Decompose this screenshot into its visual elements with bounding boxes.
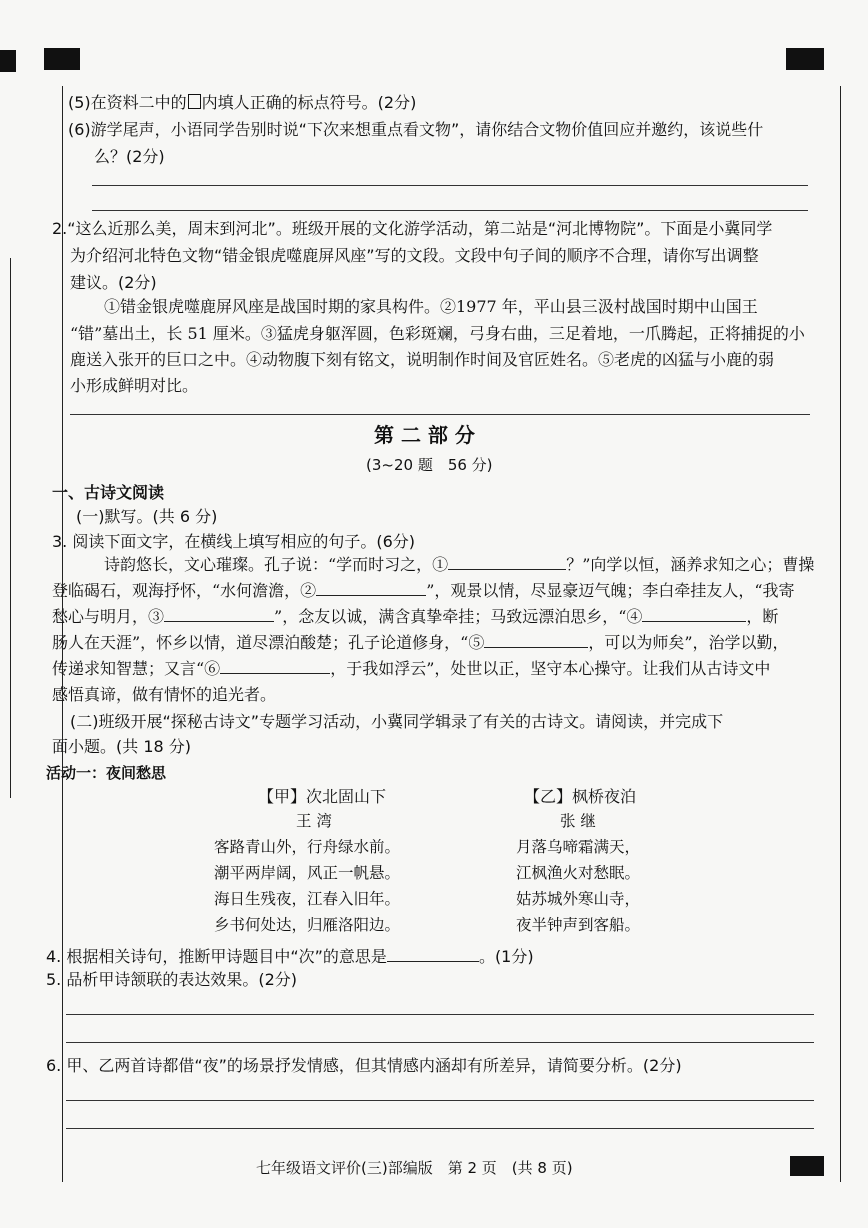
q3-line1 <box>104 550 814 579</box>
q2-line1: 2.“这么近那么美，周末到河北”。班级开展的文化游学活动，第二站是“河北博物院”。下面是小冀同学 <box>52 219 773 238</box>
q2-passage-1: ①错金银虎噬鹿屏风座是战国时期的家具构件。②1977 年，平山县三汲村战国时期中山国王 <box>104 297 758 316</box>
q3-line4 <box>52 628 789 657</box>
q1-item6-line2: 么？(2分) <box>94 147 165 166</box>
sub2-line1: (二)班级开展“探秘古诗文”专题学习活动，小冀同学辑录了有关的古诗文。请阅读，并完成下 <box>70 712 724 731</box>
q3-line2 <box>52 576 795 605</box>
q3-line1-text: 诗韵悠长，文心璀璨。孔子说：“学而时习之，① <box>104 555 449 574</box>
q1-item6-line1: (6)游学尾声，小语同学告别时说“下次来想重点看文物”，请你结合文物价值回应并邀约，该说些什 <box>68 120 764 139</box>
activity1-heading: 活动一：夜间愁思 <box>46 764 167 782</box>
q3-stem: 3. 阅读下面文字，在横线上填写相应的句子。(6分) <box>52 532 416 551</box>
q3-line3-end: ，断 <box>746 607 779 626</box>
registration-mark-top-left <box>0 50 16 72</box>
q3-line2-after: ”，观景以情，尽显豪迈气魄；李白牵挂友人，“我寄 <box>426 581 795 600</box>
q3-blank-6[interactable] <box>220 655 330 674</box>
q4 <box>46 943 534 968</box>
q1-item5 <box>68 92 416 114</box>
poem-yi-author: 张 继 <box>560 812 596 830</box>
poem-yi <box>516 786 716 938</box>
q3-blank-5[interactable] <box>484 629 588 648</box>
registration-mark-bottom-right <box>790 1156 824 1176</box>
frame-right-line <box>840 86 841 1182</box>
part2-title: 第 二 部 分 <box>374 423 475 447</box>
q3-blank-2[interactable] <box>316 577 426 596</box>
q1-item5-text: (5)在资料二中的 <box>68 93 187 112</box>
q3-line3 <box>52 602 778 631</box>
poem-jia-line-1: 客路青山外，行舟绿水前。 <box>214 838 401 856</box>
answer-line-q5a[interactable] <box>66 1014 814 1015</box>
answer-line-q1-6b[interactable] <box>92 210 808 211</box>
answer-line-q5b[interactable] <box>66 1042 814 1043</box>
q4-after: 。(1分) <box>478 947 534 966</box>
q3-line5-after: ，于我如浮云”，处世以正，坚守本心操守。让我们从古诗文中 <box>330 659 771 678</box>
q4-text: 4. 根据相关诗句，推断甲诗题目中“次”的意思是 <box>46 947 387 966</box>
q3-line3-after: ”，念友以诚，满含真挚牵挂；马致远漂泊思乡，“④ <box>274 607 643 626</box>
q2-passage-2: “错”墓出土，长 51 厘米。③猛虎身躯浑圆，色彩斑斓，弓身右曲，三足着地，一爪腾起，正将捕捉的小 <box>70 324 805 343</box>
registration-mark-top-right <box>786 48 824 70</box>
poem-yi-line-1: 月落乌啼霜满天， <box>516 838 641 856</box>
section1-sub1: (一)默写。(共 6 分) <box>76 507 218 526</box>
section1-heading: 一、古诗文阅读 <box>52 483 165 502</box>
answer-line-q6b[interactable] <box>66 1128 814 1129</box>
page-footer: 七年级语文评价(三)部编版 第 2 页 (共 8 页) <box>256 1159 573 1177</box>
poem-jia-line-4: 乡书何处达，归雁洛阳边。 <box>214 916 401 934</box>
sub2-line2: 面小题。(共 18 分) <box>52 737 192 756</box>
answer-line-q2[interactable] <box>70 414 810 415</box>
q3-line4-text: 肠人在天涯”，怀乡以情，道尽漂泊酸楚；孔子论道修身，“⑤ <box>52 633 485 652</box>
poem-jia-line-2: 潮平两岸阔，风正一帆悬。 <box>214 864 401 882</box>
poem-jia <box>214 786 414 938</box>
q2-line2: 为介绍河北特色文物“错金银虎噬鹿屏风座”写的文段。文段中句子间的顺序不合理，请你写出调整 <box>70 246 759 265</box>
poem-yi-title: 【乙】枫桥夜泊 <box>524 787 637 806</box>
q6: 6. 甲、乙两首诗都借“夜”的场景抒发情感，但其情感内涵却有所差异，请简要分析。(2分) <box>46 1056 682 1075</box>
poem-yi-line-2: 江枫渔火对愁眠。 <box>516 864 641 882</box>
poem-yi-line-4: 夜半钟声到客船。 <box>516 916 641 934</box>
margin-binding-line <box>10 258 11 798</box>
q3-line5 <box>52 654 770 683</box>
q3-line3-text: 愁心与明月，③ <box>52 607 165 626</box>
registration-mark-top-left-2 <box>44 48 80 70</box>
q3-line6: 感悟真谛，做有情怀的追光者。 <box>52 685 277 704</box>
poem-yi-line-3: 姑苏城外寒山寺， <box>516 890 641 908</box>
q3-line4-after: ，可以为师矣”，治学以勤， <box>588 633 789 652</box>
q3-blank-3[interactable] <box>164 603 274 622</box>
blank-box-icon <box>188 94 201 109</box>
part2-subtitle: (3~20 题 56 分) <box>366 456 493 474</box>
q3-blank-1[interactable] <box>448 551 566 570</box>
answer-line-q6a[interactable] <box>66 1100 814 1101</box>
q3-line2-text: 登临碣石，观海抒怀，“水何澹澹，② <box>52 581 317 600</box>
q4-blank[interactable] <box>387 943 479 962</box>
q1-item5-after: 内填人正确的标点符号。(2分) <box>201 93 417 112</box>
q3-blank-4[interactable] <box>642 603 746 622</box>
poem-jia-author: 王 湾 <box>296 812 332 830</box>
q2-passage-3: 鹿送入张开的巨口之中。④动物腹下刻有铭文，说明制作时间及官匠姓名。⑤老虎的凶猛与小鹿的弱 <box>70 350 775 369</box>
poem-jia-title: 【甲】次北固山下 <box>258 787 387 806</box>
poem-jia-line-3: 海日生残夜，江春入旧年。 <box>214 890 401 908</box>
answer-line-q1-6a[interactable] <box>92 185 808 186</box>
q2-passage-4: 小形成鲜明对比。 <box>70 376 199 395</box>
q3-line5-text: 传递求知智慧；又言“⑥ <box>52 659 221 678</box>
q3-line1-after: ？”向学以恒，涵养求知之心；曹操 <box>566 555 815 574</box>
q5: 5. 品析甲诗颔联的表达效果。(2分) <box>46 970 298 989</box>
q2-line3: 建议。(2分) <box>70 273 157 292</box>
